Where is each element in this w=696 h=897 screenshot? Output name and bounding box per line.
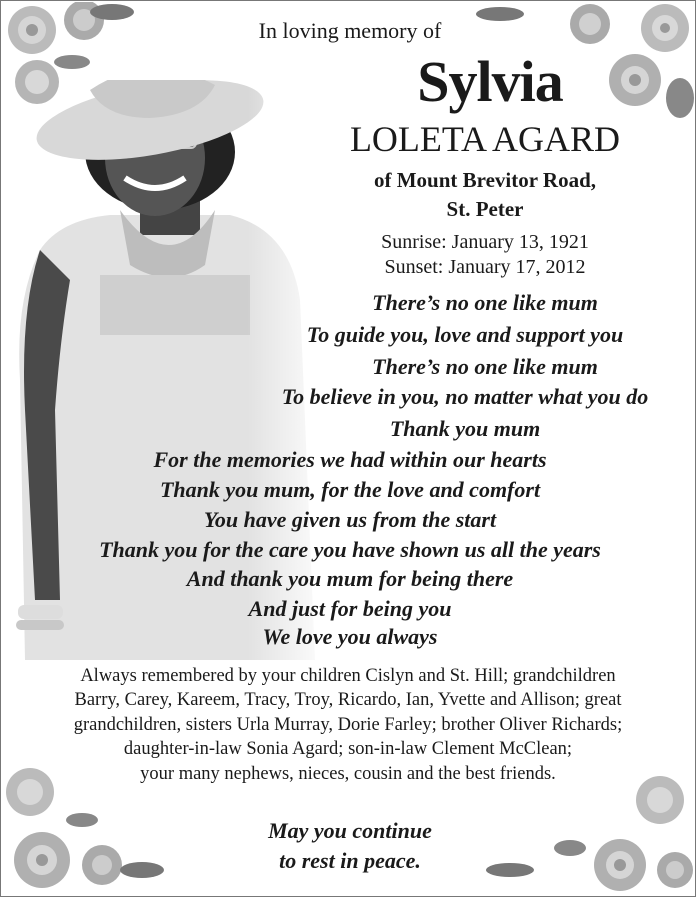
tribute-line: grandchildren, sisters Urla Murray, Dorie Farley; brother Oliver Richards; [73, 714, 623, 735]
poem-line: You have given us from the start [203, 507, 497, 532]
poem-line: To believe in you, no matter what you do [281, 384, 649, 409]
poem-line: And just for being you [248, 596, 452, 621]
tribute-line: daughter-in-law Sonia Agard; son-in-law Clement McClean; [123, 739, 573, 760]
tribute-line: Always remembered by your children Cislyn and St. Hill; grandchildren [80, 666, 616, 686]
tribute-line: Barry, Carey, Kareem, Tracy, Troy, Ricardo, Ian, Yvette and Allison; great [74, 690, 622, 711]
closing-line-1: May you continue [268, 818, 432, 843]
poem-line: There’s no one like mum [372, 354, 598, 379]
poem-line: Thank you mum, for the love and comfort [159, 477, 541, 502]
first-name: Sylvia [417, 49, 563, 114]
poem-line: To guide you, love and support you [306, 322, 624, 347]
poem-line: For the memories we had within our hearts [153, 447, 547, 472]
address-line-2: St. Peter [446, 197, 524, 221]
family-tribute [0, 664, 696, 786]
poem-line: Thank you mum [389, 416, 541, 441]
intro-text: In loving memory of [258, 18, 442, 43]
sunset-date: Sunset: January 17, 2012 [384, 256, 586, 278]
closing-line-2: to rest in peace. [279, 848, 421, 873]
poem-line: And thank you mum for being there [186, 566, 514, 591]
full-name: LOLETA AGARD [349, 119, 621, 159]
tribute-line: your many nephews, nieces, cousin and the best friends. [140, 763, 556, 784]
sunrise-date: Sunrise: January 13, 1921 [381, 231, 589, 253]
poem-line: There’s no one like mum [372, 290, 598, 315]
poem-line: We love you always [262, 624, 438, 649]
poem-line: Thank you for the care you have shown us all the years [99, 537, 601, 562]
address-line-1: of Mount Brevitor Road, [373, 168, 597, 192]
